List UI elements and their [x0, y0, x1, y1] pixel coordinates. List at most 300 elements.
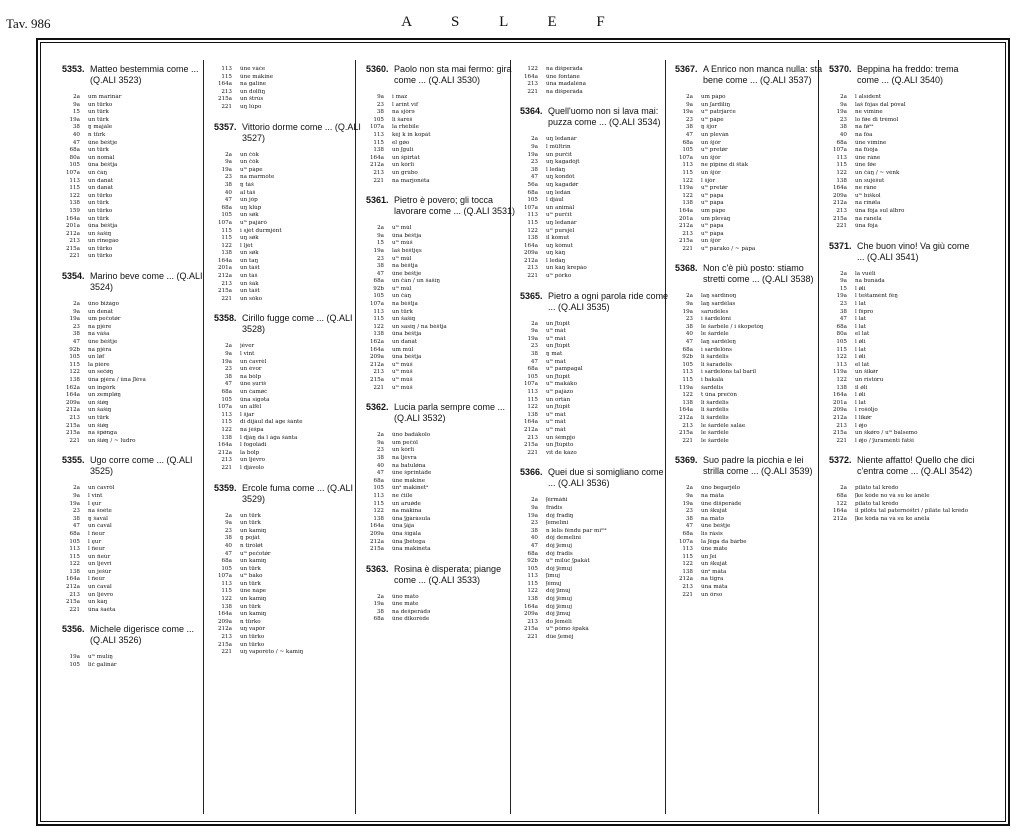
- dialect-form: ûnᵃ makinètᵃ: [392, 485, 429, 492]
- response-row: [520, 626, 670, 634]
- survey-point: 164a: [369, 346, 384, 353]
- dialect-form: uᵐ mulìŋ: [88, 654, 113, 661]
- response-row: [675, 316, 825, 324]
- response-row: [62, 301, 212, 309]
- response-row: [366, 377, 516, 385]
- dialect-form: un kòrli: [392, 162, 414, 169]
- survey-point: 113: [69, 177, 80, 184]
- response-row: [366, 432, 516, 440]
- entry-number: 5363.: [366, 563, 389, 574]
- response-row: [675, 438, 825, 446]
- dialect-form: uᵐ bìškol: [855, 192, 881, 199]
- response-row: [520, 588, 670, 596]
- entry-heading: [62, 455, 212, 477]
- dialect-form: la bòlp: [240, 449, 260, 456]
- dialect-form: un ristòru: [855, 377, 884, 383]
- survey-point: 138: [69, 200, 80, 207]
- entry-heading: [829, 241, 979, 263]
- dialect-form: un türko: [88, 245, 113, 252]
- survey-point: 115: [682, 553, 693, 560]
- response-row: [675, 178, 825, 186]
- dialect-form: un türk: [88, 200, 109, 207]
- entry-heading: [214, 122, 364, 144]
- survey-point: 138: [373, 147, 384, 154]
- dialect-form: l lat: [855, 346, 866, 353]
- dialect-form: un ʃgulì: [392, 147, 414, 154]
- survey-point: 212a: [678, 414, 693, 421]
- dialect-form: l fogolàdi: [240, 442, 267, 449]
- dialect-form: ne pipìne di štàk: [701, 162, 749, 169]
- dialect-form: uŋ ledàn: [546, 189, 571, 196]
- response-row: [366, 124, 516, 132]
- survey-point: 212a: [217, 449, 232, 456]
- response-row: [520, 144, 670, 152]
- dialect-form: li šardèlis: [701, 399, 729, 406]
- survey-point: 68a: [836, 492, 847, 499]
- response-row: [520, 205, 670, 213]
- entry-heading: [62, 624, 212, 646]
- dialect-form: le šardèle: [701, 437, 729, 444]
- entry-number: 5369.: [675, 455, 698, 466]
- dialect-form: na màtǝ: [701, 515, 724, 522]
- survey-point: 221: [682, 591, 693, 598]
- dialect-form: un zemplǿŋ: [88, 392, 121, 399]
- response-row: [520, 412, 670, 420]
- dialect-form: l ǿli: [855, 354, 866, 361]
- survey-point: 164a: [832, 508, 847, 515]
- response-row: [675, 185, 825, 193]
- survey-point: 105: [682, 147, 693, 154]
- response-row: [366, 609, 516, 617]
- map-entry: [62, 624, 212, 669]
- dialect-form: n tiròlǿt: [240, 542, 263, 549]
- dialect-form: un ljèvro: [240, 457, 266, 464]
- entry-heading: [366, 564, 516, 586]
- dialect-form: l ñeur: [88, 530, 105, 537]
- survey-point: 115: [221, 419, 232, 426]
- survey-point: 47: [224, 381, 232, 388]
- dialect-form: i bakalà: [701, 377, 724, 383]
- response-row: [675, 324, 825, 332]
- dialect-form: ʃke kòda na và su ke anèla: [855, 515, 930, 522]
- response-row: [214, 412, 364, 420]
- dialect-form: ûne dikorède: [392, 616, 430, 623]
- survey-point: 115: [527, 396, 538, 403]
- dialect-form: ŋ šjor: [701, 124, 718, 131]
- dialect-form: dùe ʃemèj: [546, 634, 574, 641]
- map-entry: [366, 64, 516, 185]
- dialect-form: na šoète: [88, 508, 112, 515]
- response-row: [214, 619, 364, 627]
- entry-number: 5357.: [214, 121, 237, 132]
- response-row: [366, 248, 516, 256]
- dialect-form: l ǿjo / ʃuramènti fàtši: [855, 437, 914, 444]
- response-row: [675, 102, 825, 110]
- survey-point: 107a: [678, 538, 693, 545]
- response-row: [829, 147, 979, 155]
- response-row: [675, 362, 825, 370]
- response-row: [520, 573, 670, 581]
- survey-point: 138: [221, 603, 232, 610]
- survey-point: 9a: [225, 159, 232, 166]
- survey-point: 92b: [682, 354, 693, 361]
- survey-point: 23: [376, 447, 384, 454]
- survey-point: 38: [685, 515, 693, 522]
- response-row: [520, 174, 670, 182]
- response-row: [366, 225, 516, 233]
- dialect-form: na pjère: [88, 323, 112, 330]
- survey-point: 19a: [69, 116, 80, 123]
- dialect-form: un ćavròl: [88, 485, 115, 492]
- dialect-form: um peĉòl: [392, 439, 418, 446]
- dialect-form: un kàŋ: [88, 599, 108, 606]
- survey-point: 105: [69, 662, 80, 669]
- survey-point: 164a: [523, 73, 538, 80]
- dialect-form: uᵐ pajàrò: [240, 219, 267, 226]
- dialect-form: un šèmpjo: [546, 434, 576, 441]
- survey-point: 107a: [523, 204, 538, 211]
- survey-point: 122: [836, 169, 847, 176]
- dialect-form: un türk: [240, 520, 261, 527]
- survey-point: 47: [839, 316, 847, 323]
- response-row: [62, 516, 212, 524]
- survey-point: 19a: [682, 500, 693, 507]
- survey-point: 113: [373, 308, 384, 315]
- dialect-form: ne vìmine: [855, 109, 883, 116]
- dialect-form: un türk: [88, 414, 109, 421]
- survey-point: 2a: [531, 497, 538, 504]
- survey-point: 164a: [65, 576, 80, 583]
- survey-point: 68a: [221, 204, 232, 211]
- response-row: [829, 354, 979, 362]
- response-row: [366, 162, 516, 170]
- survey-point: 105: [69, 354, 80, 361]
- response-row: [829, 124, 979, 132]
- dialect-form: na marjonèta: [392, 177, 430, 184]
- response-row: [366, 301, 516, 309]
- response-row: [214, 89, 364, 97]
- response-row: [366, 102, 516, 110]
- dialect-form: uŋ ledanàr: [546, 219, 577, 226]
- dialect-form: na pjèra: [88, 346, 112, 353]
- response-row: [366, 278, 516, 286]
- response-row: [829, 347, 979, 355]
- dialect-form: un sujèšut: [855, 177, 885, 184]
- map-entry: [366, 564, 516, 624]
- survey-point: 221: [373, 384, 384, 391]
- dialect-form: na bèštja: [392, 263, 418, 270]
- dialect-form: laŋ sardèlas: [701, 301, 736, 308]
- dialect-form: ûne dišperàde: [701, 500, 742, 507]
- survey-point: 47: [224, 550, 232, 557]
- response-row: [675, 124, 825, 132]
- response-row: [520, 381, 670, 389]
- dialect-form: l šjòr: [701, 177, 716, 184]
- survey-point: 213: [682, 584, 693, 591]
- survey-point: 40: [839, 131, 847, 138]
- response-row: [62, 385, 212, 393]
- response-row: [214, 404, 364, 412]
- survey-point: 80a: [836, 331, 847, 338]
- dialect-form: uᵐ pàpa: [701, 230, 724, 237]
- survey-point: 122: [682, 177, 693, 184]
- entry-number: 5358.: [214, 313, 237, 324]
- survey-point: 138: [527, 411, 538, 418]
- response-row: [520, 220, 670, 228]
- dialect-form: l arìnt vìf: [392, 101, 419, 108]
- response-row: [675, 117, 825, 125]
- dialect-form: ûne vàće: [240, 66, 266, 72]
- entry-heading: [675, 455, 825, 477]
- survey-point: 213: [69, 414, 80, 421]
- survey-point: 164a: [832, 392, 847, 399]
- survey-point: 113: [221, 66, 232, 72]
- survey-point: 122: [69, 192, 80, 199]
- response-row: [366, 455, 516, 463]
- survey-point: 9a: [840, 278, 847, 285]
- response-row: [214, 588, 364, 596]
- dialect-form: un škǿro / uᵐ bàlsemo: [855, 430, 918, 437]
- dialect-form: un ʃardilìŋ: [701, 101, 731, 108]
- dialect-form: i sardelòns: [701, 346, 732, 353]
- dialect-form: na màkina: [392, 508, 422, 515]
- survey-point: 68a: [221, 558, 232, 565]
- survey-point: 19a: [527, 151, 538, 158]
- map-entry: [214, 313, 364, 472]
- dialect-form: um mùl: [392, 346, 414, 353]
- dialect-form: un türko: [240, 641, 265, 648]
- response-row: [520, 397, 670, 405]
- dialect-form: un kamìŋ: [240, 527, 267, 534]
- survey-point: 113: [373, 492, 384, 499]
- dialect-form: ûna bèštja: [392, 331, 422, 338]
- response-row: [62, 392, 212, 400]
- entry-question: Lucia parla sempre come ... (Q.ALI 3532): [394, 402, 506, 424]
- survey-point: 213: [221, 457, 232, 464]
- response-row: [366, 233, 516, 241]
- dialect-form: un ljèvro: [88, 591, 114, 598]
- response-row: [520, 197, 670, 205]
- survey-point: 113: [69, 546, 80, 553]
- response-row: [62, 662, 212, 670]
- dialect-form: uᵐ pampagàl: [546, 366, 583, 373]
- survey-point: 115: [527, 219, 538, 226]
- response-row: [62, 216, 212, 224]
- survey-point: 113: [373, 131, 384, 138]
- survey-point: 92b: [69, 346, 80, 353]
- response-row: [829, 293, 979, 301]
- response-row: [214, 212, 364, 220]
- response-row: [675, 293, 825, 301]
- entry-heading: [366, 195, 516, 217]
- dialect-form: un plevàn: [701, 131, 729, 138]
- map-entry: [62, 64, 212, 261]
- response-row: [675, 170, 825, 178]
- dialect-form: un šiǿŋ: [88, 422, 109, 429]
- dialect-form: li šardèlis: [701, 407, 729, 414]
- dialect-form: ûne nàpe: [240, 588, 267, 595]
- response-row: [520, 442, 670, 450]
- dialect-form: uᵐ purčìt: [546, 212, 572, 219]
- dialect-form: el gǿo: [392, 139, 410, 146]
- dialect-form: uᵐ pretǿr: [701, 147, 728, 154]
- response-row: [520, 212, 670, 220]
- survey-point: 107a: [217, 219, 232, 226]
- survey-point: 213: [527, 618, 538, 625]
- survey-point: 122: [221, 426, 232, 433]
- dialect-form: dòj fràdis: [546, 550, 573, 557]
- survey-point: 209a: [523, 611, 538, 618]
- survey-point: 212a: [65, 230, 80, 237]
- dialect-form: ʃèmuj: [546, 580, 562, 587]
- response-row: [62, 592, 212, 600]
- response-row: [62, 170, 212, 178]
- survey-point: 19a: [221, 166, 232, 173]
- dialect-form: uᵐ màt: [546, 328, 566, 335]
- survey-point: 115: [221, 227, 232, 234]
- response-row: [520, 419, 670, 427]
- response-row: [214, 604, 364, 612]
- dialect-form: uᵐ pàpe: [701, 116, 724, 123]
- response-row: [520, 497, 670, 505]
- response-row: [520, 328, 670, 336]
- response-row: [829, 339, 979, 347]
- dialect-form: uᵐ pursjèl: [546, 227, 575, 234]
- dialect-form: i sardelòns tal baril: [701, 369, 757, 376]
- survey-point: 107a: [523, 381, 538, 388]
- response-row: [520, 243, 670, 251]
- dialect-form: ûne vìmine: [855, 139, 887, 146]
- entry-heading: [829, 64, 979, 86]
- survey-point: 221: [836, 437, 847, 444]
- response-row: [62, 493, 212, 501]
- dialect-form: uᵐ patrjàrće: [701, 109, 736, 116]
- response-row: [62, 561, 212, 569]
- survey-point: 213: [221, 634, 232, 641]
- survey-point: 23: [224, 174, 232, 181]
- response-row: [829, 132, 979, 140]
- response-row: [520, 265, 670, 273]
- survey-point: 215a: [217, 96, 232, 103]
- dialect-form: um pàpo: [701, 94, 726, 100]
- dialect-form: un kamìŋ: [240, 596, 267, 603]
- survey-point: 138: [527, 235, 538, 242]
- survey-point: 40: [72, 131, 80, 138]
- response-row: [214, 427, 364, 435]
- survey-point: 162a: [369, 339, 384, 346]
- response-row: [214, 634, 364, 642]
- response-row: [214, 513, 364, 521]
- survey-point: 105: [69, 538, 80, 545]
- survey-point: 164a: [523, 603, 538, 610]
- entry-question: Quell'uomo non si lava mai: puzza come ... (Q.ALI 3534): [548, 106, 661, 128]
- survey-point: 9a: [225, 520, 232, 527]
- response-row: [520, 427, 670, 435]
- dialect-form: l mültrìn: [546, 143, 571, 150]
- dialect-form: un šašìŋ: [88, 230, 112, 237]
- response-row: [214, 543, 364, 551]
- response-row: [675, 377, 825, 385]
- survey-point: 47: [530, 174, 538, 181]
- survey-point: 138: [69, 377, 80, 383]
- map-entry: [214, 66, 364, 112]
- response-row: [520, 258, 670, 266]
- response-row: [520, 351, 670, 359]
- response-row: [829, 162, 979, 170]
- response-row: [675, 501, 825, 509]
- survey-point: 107a: [678, 154, 693, 161]
- entry-question: Suo padre la picchia e lei strilla come ... (Q.ALI 3539): [703, 455, 813, 477]
- dialect-form: un ingòrk: [88, 384, 116, 391]
- response-row: [829, 331, 979, 339]
- response-row: [366, 440, 516, 448]
- survey-point: 105: [373, 116, 384, 123]
- survey-point: 221: [69, 253, 80, 260]
- survey-point: 215a: [678, 238, 693, 245]
- survey-point: 212a: [523, 257, 538, 264]
- survey-point: 122: [69, 369, 80, 376]
- survey-point: 47: [376, 470, 384, 477]
- dialect-form: un ñeùr: [88, 553, 111, 560]
- response-row: [366, 117, 516, 125]
- survey-point: 164a: [217, 611, 232, 618]
- dialect-form: un šašìŋ: [88, 407, 112, 414]
- dialect-form: di dijàul dal àge šànte: [240, 419, 303, 426]
- dialect-form: um peĉotǿr: [88, 316, 121, 323]
- dialect-form: uᵐ mìlùć ʃpakàt: [546, 558, 590, 565]
- dialect-form: uᵐ pečotǿr: [240, 550, 271, 557]
- entry-number: 5359.: [214, 482, 237, 493]
- response-row: [366, 263, 516, 271]
- survey-point: 164a: [217, 257, 232, 264]
- survey-point: 2a: [73, 301, 80, 308]
- survey-point: 221: [221, 295, 232, 302]
- survey-point: 122: [682, 192, 693, 199]
- dialect-form: la pière: [88, 361, 110, 368]
- response-row: [829, 493, 979, 501]
- response-row: [829, 309, 979, 317]
- dialect-form: un šàk: [240, 280, 259, 287]
- survey-point: 221: [527, 449, 538, 456]
- survey-point: 2a: [377, 432, 384, 439]
- dialect-form: uᵐ pàpe: [240, 166, 263, 173]
- map-entry: [366, 402, 516, 554]
- dialect-form: ŋ šavàl: [88, 515, 108, 522]
- survey-point: 113: [527, 212, 538, 219]
- dialect-form: l alsìdent: [855, 94, 882, 100]
- response-row: [675, 200, 825, 208]
- survey-point: 23: [685, 316, 693, 323]
- entry-question: Che buon vino! Va giù come ... (Q.ALI 3541): [857, 240, 970, 262]
- dialect-form: un ʃei: [701, 553, 717, 560]
- response-row: [214, 558, 364, 566]
- dialect-form: ûna sìgǝta: [240, 396, 270, 403]
- entry-question: Ercole fuma come ... (Q.ALI 3529): [242, 482, 354, 504]
- dialect-form: ûna pjèra / ûna ʃlèva: [88, 377, 146, 383]
- dialect-form: al tàš: [240, 189, 256, 196]
- survey-point: 221: [682, 437, 693, 444]
- survey-point: 212a: [65, 584, 80, 591]
- response-row: [829, 362, 979, 370]
- entry-number: 5356.: [62, 624, 85, 635]
- response-row: [366, 463, 516, 471]
- response-row: [62, 147, 212, 155]
- dialect-form: l ñeur: [88, 546, 105, 553]
- response-row: [520, 74, 670, 82]
- survey-point: 105: [836, 339, 847, 346]
- survey-point: 19a: [221, 358, 232, 365]
- response-row: [214, 197, 364, 205]
